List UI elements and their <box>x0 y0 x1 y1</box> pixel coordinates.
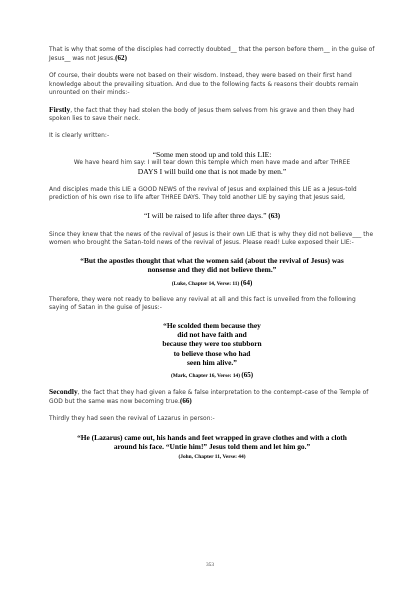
paragraph-7-text: Therefore, they were not ready to believe any revival at all and this fact is unveiled from the following saying of Satan in the guise of Jesus:- <box>49 296 356 311</box>
paragraph-9-text: Thirdly they had seen the revival of Lazarus in person:- <box>49 416 215 423</box>
quote-4-citation-text: (Mark, Chapter 16, Verse: 14) <box>170 372 241 379</box>
quote-1-line-2: We have heard him say: I will tear down this temple which men have made and after THREE <box>73 160 351 167</box>
paragraph-7 <box>49 296 375 312</box>
paragraph-1-text: That is why that some of the disciples had correctly doubted__ that the person before them__ in the guise of Jesus__ was not Jesus. <box>49 47 375 63</box>
quote-4 <box>49 321 375 379</box>
quote-4-line-3: because they were too stubborn <box>162 339 262 349</box>
paragraph-1 <box>49 46 375 63</box>
quote-1-line-3: DAYS I will build one that is not made by men.” <box>137 167 287 177</box>
reference-65: (65) <box>241 370 254 379</box>
quote-4-line-4: to believe those who had <box>173 348 251 358</box>
paragraph-2-text: Of course, their doubts were not based on their wisdom. Instead, they were based on their first hand knowledge about the prevailing situation. And due to the following facts & reasons their doubts remain unrounted on their minds:- <box>49 73 359 96</box>
paragraph-9 <box>49 415 375 423</box>
paragraph-4 <box>49 132 375 140</box>
paragraph-5 <box>49 186 375 202</box>
paragraph-6 <box>49 231 375 247</box>
paragraph-6-text: Since they knew that the news of the revival of Jesus is their own LIE that is why they did not believe___ the women who brought the Satan-told news of the revival of Jesus. Please read! Luke exposed their LIE:- <box>49 231 374 246</box>
page-number: 353 <box>205 562 215 568</box>
reference-62: (62) <box>115 54 127 63</box>
reference-66: (66) <box>179 397 192 406</box>
paragraph-3-text: , the fact that they had stolen the body of Jesus them selves from his grave and then they had spoken lies to save their neck. <box>49 108 355 123</box>
quote-1 <box>49 150 375 177</box>
quote-4-citation <box>49 371 375 379</box>
quote-4-line-5: seen him alive.” <box>187 357 237 367</box>
paragraph-3 <box>49 106 375 123</box>
quote-3-line-1: “But the apostles thought that what the women said (about the revival of Jesus) was <box>80 256 344 266</box>
quote-3-citation-text: (Luke, Chapter 14, Verse: 11) <box>171 280 240 287</box>
quote-3-line-2: nonsense and they did not believe them.” <box>147 265 277 275</box>
secondly-lead: Secondly <box>49 386 78 396</box>
quote-5-citation: (John, Chapter 11, Verse: 44) <box>178 453 246 460</box>
quote-5-line-1: “He (Lazarus) came out, his hands and feet wrapped in grave clothes and with a cloth <box>77 432 347 442</box>
paragraph-5-text: And disciples made this LIE a GOOD NEWS of the revival of Jesus and explained this LIE as a Jesus-told prediction of his own rise to life after THREE DAYS. They told another LIE by saying that Jesus said, <box>49 186 357 202</box>
paragraph-2 <box>49 72 375 97</box>
paragraph-8-text: , the fact that they had given a fake & false interpretation to the contempt-case of the Temple of GOD but the same was now becoming true. <box>49 389 369 406</box>
page-body <box>49 46 375 460</box>
firstly-lead: Firstly <box>49 105 71 115</box>
quote-2-text: “I will be raised to life after three days.” <box>143 211 267 221</box>
paragraph-8 <box>49 388 375 406</box>
quote-4-line-1: “He scolded them because they <box>163 320 261 330</box>
quote-4-line-2: did not have faith and <box>177 330 247 340</box>
quote-1-line-1: “Some men stood up and told this LIE: <box>152 149 272 159</box>
quote-3 <box>49 256 375 286</box>
quote-3-citation <box>49 279 375 287</box>
reference-64: (64) <box>240 278 253 287</box>
reference-63: (63) <box>268 212 281 221</box>
quote-2 <box>49 211 375 222</box>
quote-5-line-2: around his face. “Untie him!” Jesus told them and let him go.” <box>113 441 311 451</box>
paragraph-4-text: It is clearly written:- <box>49 133 110 140</box>
quote-5 <box>49 433 375 460</box>
